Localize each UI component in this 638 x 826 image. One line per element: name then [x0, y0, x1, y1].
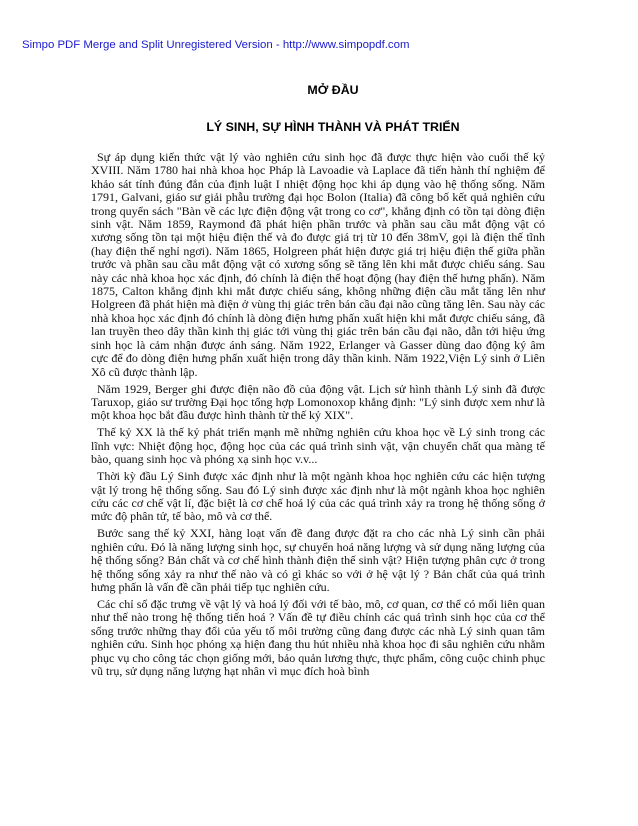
paragraph: Bước sang thế kỷ XXI, hàng loạt vấn đề đang được đặt ra cho các nhà Lý sinh cần phải nghiên cứu. Đó là năng lượng sinh học, sự chuyển hoá năng lượng và sử dụng năng lượng của hệ thống sống? Bản chất và cơ chế hình thành điện thế sinh vật? Hiện tượng phân cực ở trong hệ thống sống xảy ra như thế nào và có gì khác so với ở hệ vật lý ? Bản chất của quá trình hưng phấn là vấn đề cần phải tiếp tục nghiên cứu.	[91, 526, 545, 594]
watermark-text: Simpo PDF Merge and Split Unregistered Version - http://www.simpopdf.com	[22, 39, 410, 51]
paragraph: Thời kỳ đầu Lý Sinh được xác định như là một ngành khoa học nghiên cứu các hiện tượng vật lý trong hệ thống sống. Sau đó Lý sinh được xác định như là một ngành khoa học nghiên cứu các cơ chế vật lí, đặc biệt là cơ chế hoá lý của các quá trình xảy ra trong hệ thống sống ở mức độ phân tử, tế bào, mô và cơ thể.	[91, 469, 545, 524]
body-text	[91, 151, 545, 682]
paragraph: Sự áp dụng kiến thức vật lý vào nghiên cứu sinh học đã được thực hiện vào cuối thế kỷ XVIII. Năm 1780 hai nhà khoa học Pháp là Lavoadie và Laplace đã tiến hành thí nghiệm để khảo sát tính đúng đắn của định luật I nhiệt động học khi áp dụng vào hệ thống sống. Năm 1791, Galvani, giáo sư giải phẫu trường đại học Bolon (Italia) đã công bố kết quả nghiên cứu trong quyển sách "Bàn về các lực điện động vật trong co cơ", khẳng định có tồn tại dòng điện sinh vật. Năm 1859, Raymond đã phát hiện phần trước và phần sau cầu mắt động vật có xương sống tồn tại một hiệu điện thế và đo được giá trị từ 10 đến 38mV, gọi là điện thế tĩnh (hay điện thế nghỉ ngơi). Năm 1865, Holgreen phát hiện được giá trị hiệu điện thế giữa phần trước và phần sau cầu mắt động vật có xương sống sẽ tăng lên khi mắt được chiếu sáng. Sau này các nhà khoa học xác định, đó chính là điện thế hoạt động (hay điện thế hưng phấn). Năm 1875, Calton khẳng định khi mắt được chiếu sáng, không những điện cầu mắt tăng lên như Holgreen đã phát hiện mà điện ở vùng thị giác trên bán cầu đại não cũng tăng lên. Sau này các nhà khoa học xác định đó chính là dòng điện hưng phấn xuất hiện khi mắt được chiếu sáng, đã lan truyền theo dây thần kinh thị giác tới vùng thị giác trên bán cầu đại não, dẫn tới hiệu ứng sinh học là cảm nhận được ánh sáng. Năm 1922, Erlanger và Gasser dùng dao động ký âm cực để đo dòng điện hưng phấn xuất hiện trong dây thần kinh. Năm 1922,Viện Lý sinh ở Liên Xô cũ được thành lập.	[91, 150, 545, 379]
paragraph: Thế kỷ XX là thế kỷ phát triển mạnh mẽ những nghiên cứu khoa học về Lý sinh trong các lĩnh vực: Nhiệt động học, động học của các quá trình sinh vật, vận chuyển chất qua màng tế bào, quang sinh học và phóng xạ sinh học v.v...	[91, 425, 545, 467]
paragraph: Năm 1929, Berger ghi được điện não đồ của động vật. Lịch sử hình thành Lý sinh đã được Taruxop, giáo sư trường Đại học tổng hợp Lomonoxop khẳng định: "Lý sinh được xem như là một khoa học bắt đầu được hình thành từ thế kỷ XIX".	[91, 381, 545, 423]
paragraph: Các chỉ số đặc trưng về vật lý và hoá lý đối với tế bào, mô, cơ quan, cơ thể có mối liên quan như thế nào trong hệ thống tiến hoá ? Vấn đề tự điều chỉnh các quá trình sinh học của cơ thể sống trước những thay đổi của yếu tố môi trường cũng đang được các nhà Lý sinh quan tâm nghiên cứu. Sinh học phóng xạ hiện đang thu hút nhiều nhà khoa học đi sâu nghiên cứu nhằm phục vụ cho công tác chọn giống mới, bảo quản lương thực, thực phẩm, công cuộc chinh phục vũ trụ, sử dụng năng lượng hạt nhân vì mục đích hoà bình	[91, 596, 545, 678]
section-heading: MỞ ĐẦU	[307, 83, 359, 97]
chapter-title: LÝ SINH, SỰ HÌNH THÀNH VÀ PHÁT TRIỂN	[206, 120, 460, 134]
